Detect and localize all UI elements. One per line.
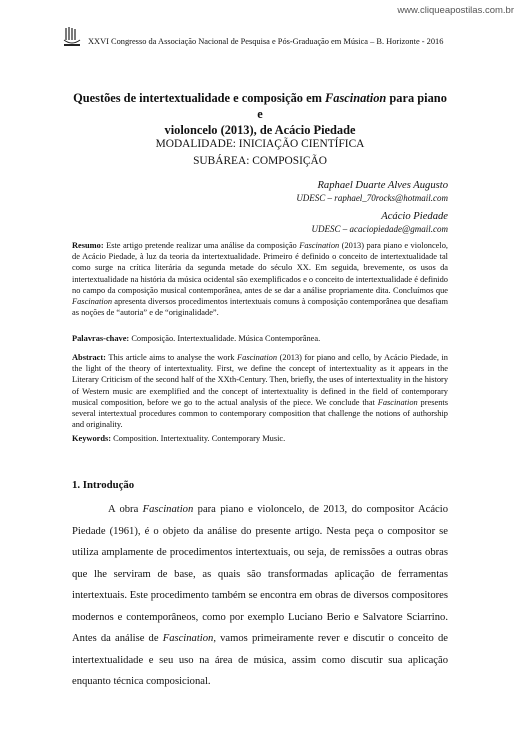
resumo: Resumo: Este artigo pretende realizar uma análise da composição Fascination (2013) para piano e violoncelo, de Acácio Piedade, à luz da teoria da intertextualidade. Primeiro é definido o conceito de intertextualidade tal como surge na crítica literária da segunda metade do século XX. Em seguida, brevemente, os usos da intertextualidade na história da música ocidental são exemplificados e o conceito de intertextualidade é definido no campo da composição musical contemporânea, antes de se dar a análise propriamente dita. Concluímos que Fascination apresenta diversos procedimentos intertextuais comuns à composição contemporânea que desafiam as noções de “autoria” e de “originalidade”. [72,241,448,318]
author-affiliation: UDESC – acaciopiedade@gmail.com [311,224,448,234]
author-affiliation: UDESC – raphael_70rocks@hotmail.com [296,193,448,203]
paper-title: Questões de intertextualidade e composição em Fascination para piano e violoncelo (2013), de Acácio Piedade [73,91,447,137]
section-heading: 1. Introdução [72,479,135,491]
header-text: XXVI Congresso da Associação Nacional de Pesquisa e Pós-Graduação em Música – B. Horizonte - 2016 [88,37,444,46]
modality: MODALIDADE: INICIAÇÃO CIENTÍFICA [155,138,365,150]
subarea: SUBÁREA: COMPOSIÇÃO [193,155,327,167]
keywords: Keywords: Composition. Intertextuality. Contemporary Music. [72,434,286,443]
conference-header [62,26,482,48]
anppom-logo-icon [62,26,82,48]
watermark[interactable]: www.cliqueapostilas.com.br [397,5,514,16]
abstract: Abstract: This article aims to analyse the work Fascination (2013) for piano and cello, by Acácio Piedade, in the light of the theory of intertextuality. First, we define the concept of intertextuality as it appears in the Literary Criticism of the second half of the XXth-Century. Then, briefly, the uses of intertextuality in the history of Western music are exemplified and the concept of intertextuality is defined in the field of contemporary musical composition, before we go to the actual analysis of the piece. We conclude that Fascination presents several intertextual procedures common to contemporary composition that challenge the notions of authorship and originality. [72,353,449,430]
author-1 [72,179,448,205]
intro-paragraph: A obra Fascination para piano e violoncelo, de 2013, do compositor Acácio Piedade (1961), é o objeto da análise do presente artigo. Nesta peça o compositor se utiliza amplamente de procedimentos intertextuais, ou seja, de remissões a outras obras que lhe serviram de base, as quais são transformadas aplicação de ferramentas intertextuais. Este procedimento também se encontra em obras de diversos compositores modernos e contemporâneos, como por exemplo Luciano Berio e Salvatore Sciarrino. Antes da análise de Fascination, vamos primeiramente rever e discutir o conceito de intertextualidade e seu uso na área de música, assim como discutir sua aplicação enquanto técnica composicional. [72,504,448,687]
author-2 [72,210,448,236]
palavras-chave: Palavras-chave: Composição. Intertextualidade. Música Contemporânea. [72,334,321,343]
author-name: Raphael Duarte Alves Augusto [317,180,448,191]
author-name: Acácio Piedade [381,211,448,222]
